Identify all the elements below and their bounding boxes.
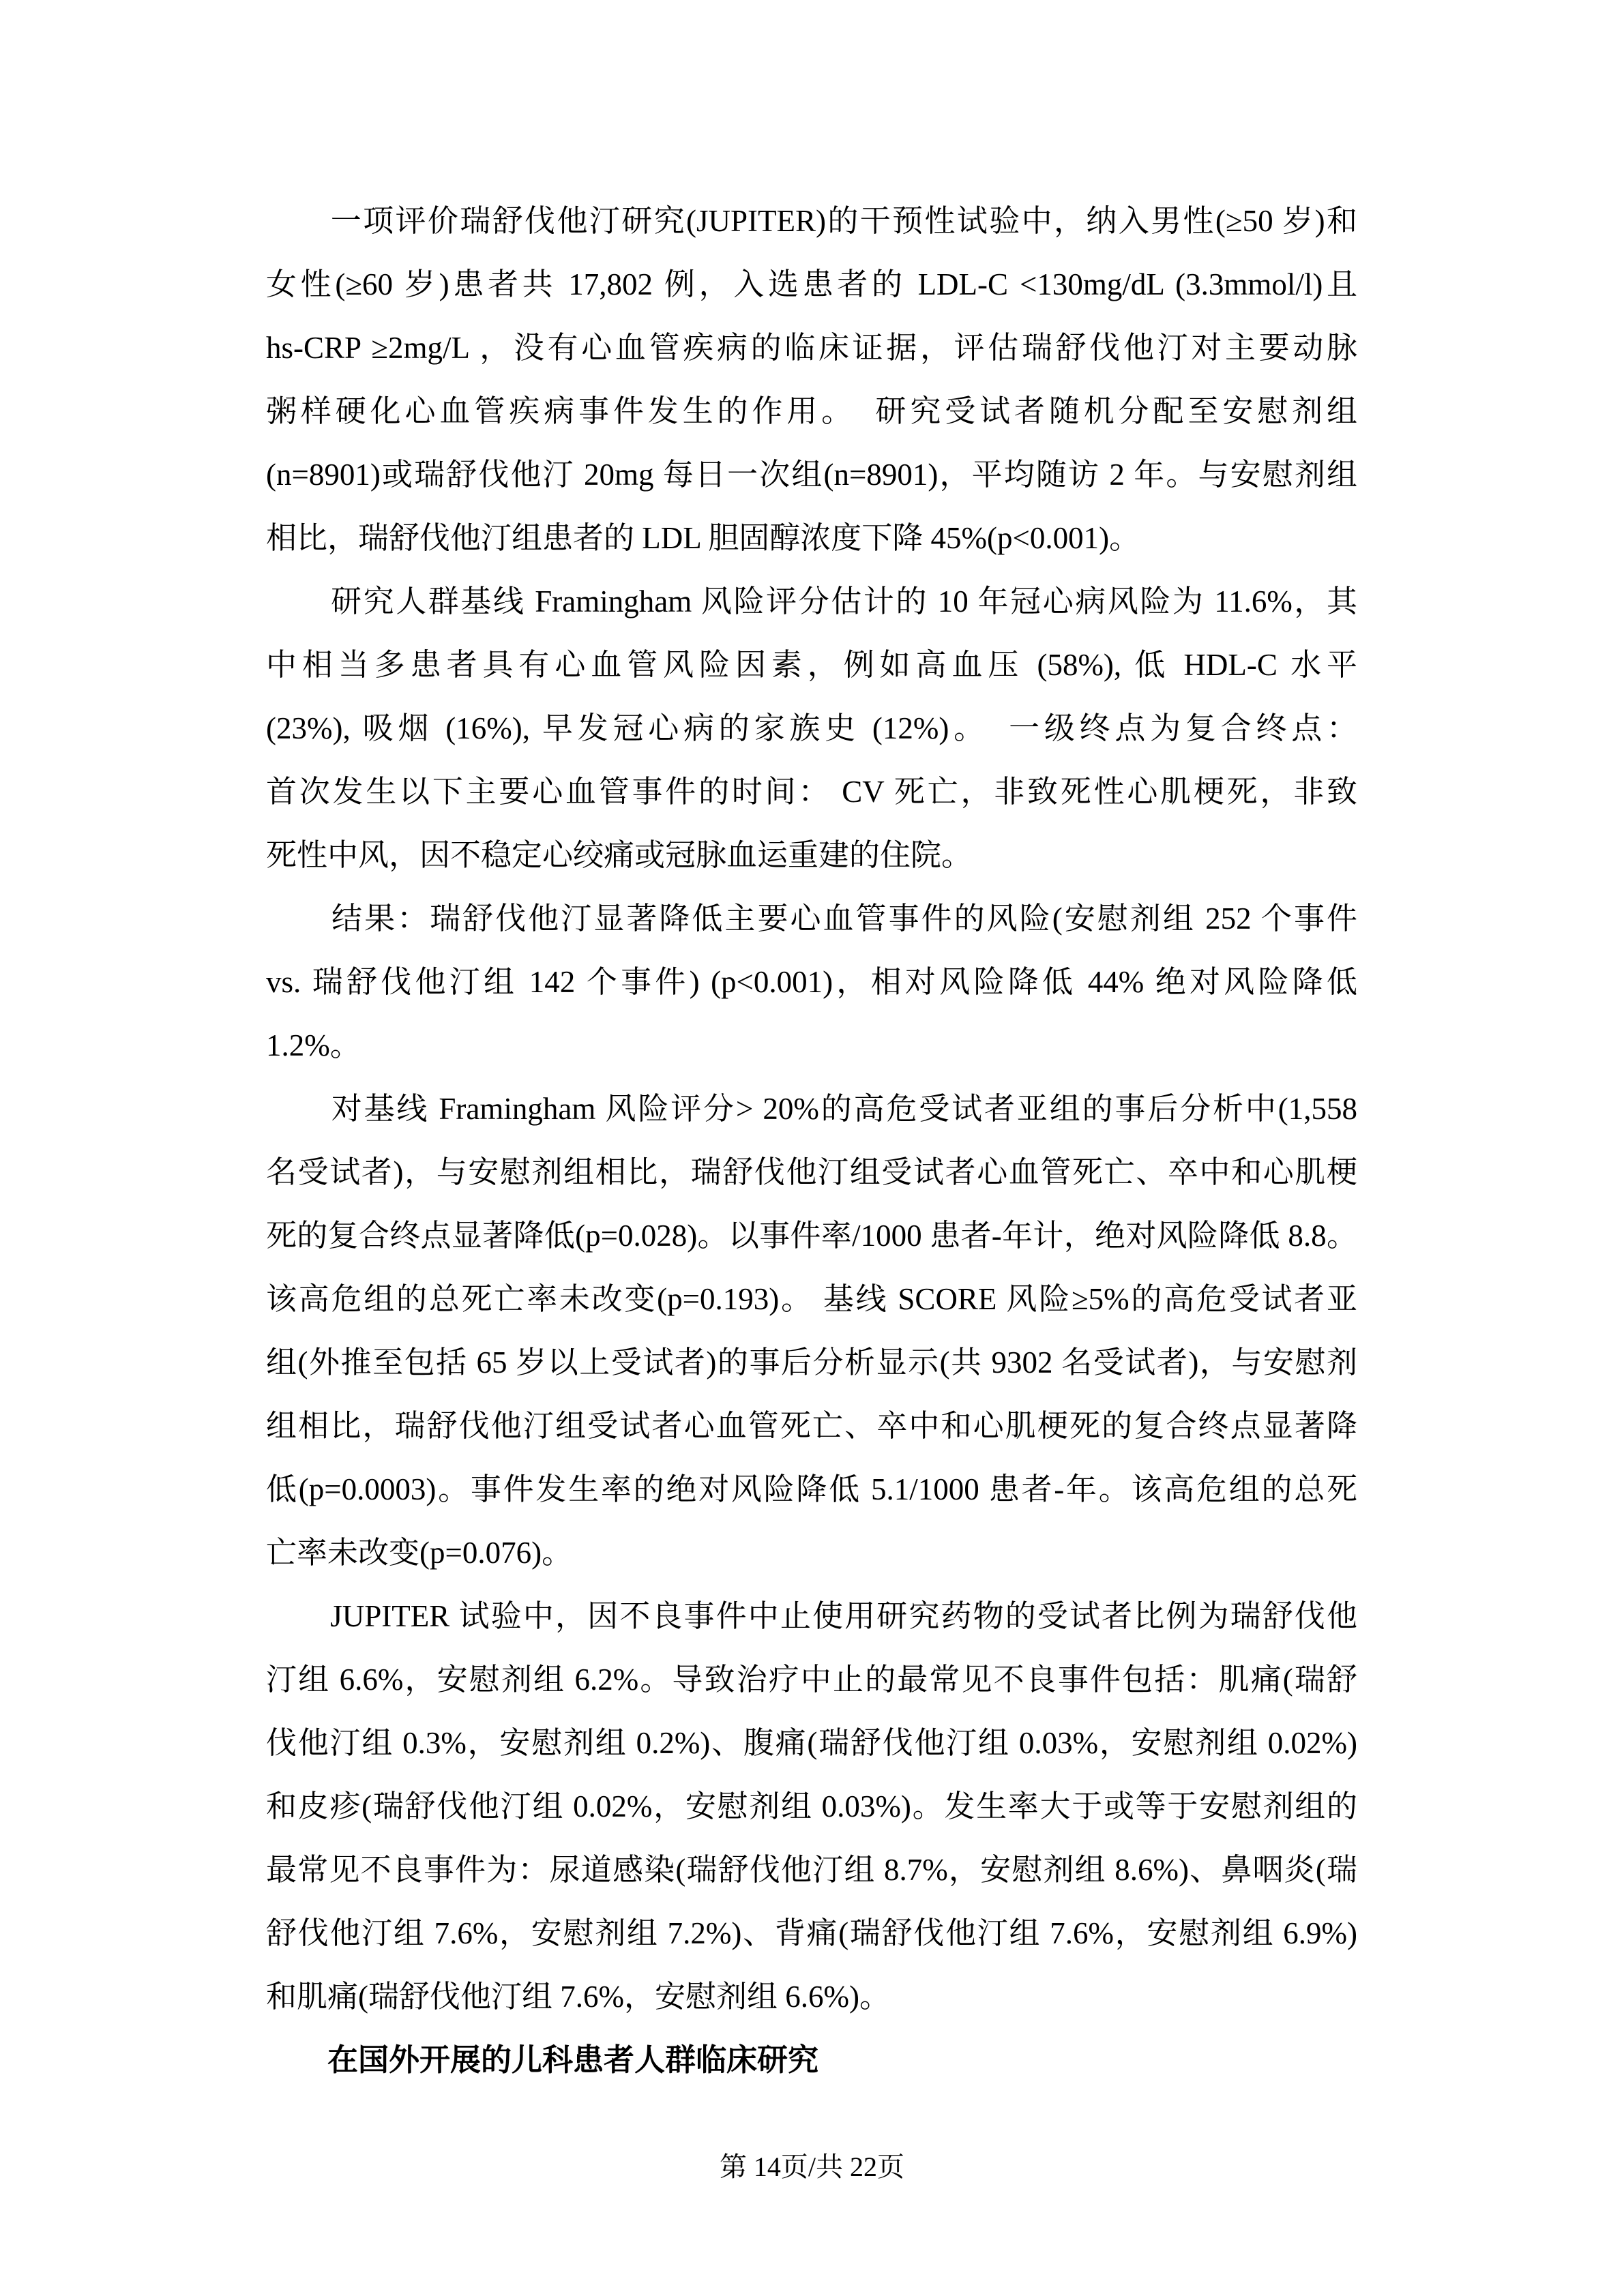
text-line: 低(p=0.0003)。事件发生率的绝对风险降低 5.1/1000 患者-年。该高危组的总死 [266, 1472, 1357, 1506]
text-line: 相比，瑞舒伐他汀组患者的 LDL 胆固醇浓度下降 45%(p<0.001)。 [266, 521, 1140, 555]
page-footer: 第 14页/共 22页 [719, 2151, 905, 2182]
text-line: 伐他汀组 0.3%，安慰剂组 0.2%)、腹痛(瑞舒伐他汀组 0.03%，安慰剂组 0.02%) [266, 1726, 1357, 1760]
text-line: (23%), 吸烟 (16%), 早发冠心病的家族史 (12%)。 一级终点为复合终点： [266, 711, 1357, 745]
text-line: 最常见不良事件为：尿道感染(瑞舒伐他汀组 8.7%，安慰剂组 8.6%)、鼻咽炎(瑞 [266, 1853, 1357, 1887]
text-line: 汀组 6.6%，安慰剂组 6.2%。导致治疗中止的最常见不良事件包括：肌痛(瑞舒 [266, 1663, 1357, 1697]
text-line: 女性(≥60 岁)患者共 17,802 例，入选患者的 LDL-C <130mg/dL (3.3mmol/l)且 [266, 267, 1357, 301]
text-line: 和皮疹(瑞舒伐他汀组 0.02%，安慰剂组 0.03%)。发生率大于或等于安慰剂组的 [266, 1789, 1357, 1823]
text-line: 研究人群基线 Framingham 风险评分估计的 10 年冠心病风险为 11.6%，其 [266, 584, 1357, 618]
text-line: 舒伐他汀组 7.6%，安慰剂组 7.2%)、背痛(瑞舒伐他汀组 7.6%，安慰剂组 6.9%) [266, 1916, 1357, 1950]
text-line: 死的复合终点显著降低(p=0.028)。以事件率/1000 患者-年计，绝对风险降低 8.8。 [266, 1219, 1357, 1253]
text-line: 首次发生以下主要心血管事件的时间： CV 死亡，非致死性心肌梗死，非致 [266, 775, 1357, 809]
text-line: 结果：瑞舒伐他汀显著降低主要心血管事件的风险(安慰剂组 252 个事件 [266, 901, 1357, 936]
text-line: 1.2%。 [266, 1028, 361, 1062]
text-line: 组相比，瑞舒伐他汀组受试者心血管死亡、卒中和心肌梗死的复合终点显著降 [266, 1409, 1357, 1443]
text-line: 该高危组的总死亡率未改变(p=0.193)。 基线 SCORE 风险≥5%的高危受试者亚 [266, 1282, 1357, 1316]
text-line: vs. 瑞舒伐他汀组 142 个事件) (p<0.001)，相对风险降低 44% 绝对风险降低 [266, 965, 1357, 999]
text-line: 名受试者)，与安慰剂组相比，瑞舒伐他汀组受试者心血管死亡、卒中和心肌梗 [266, 1155, 1357, 1189]
text-line: 粥样硬化心血管疾病事件发生的作用。 研究受试者随机分配至安慰剂组 [266, 394, 1357, 428]
text-line: hs-CRP ≥2mg/L ，没有心血管疾病的临床证据，评估瑞舒伐他汀对主要动脉 [266, 331, 1357, 365]
document-body [266, 190, 1357, 2092]
text-line: 亡率未改变(p=0.076)。 [266, 1536, 573, 1570]
text-line: 中相当多患者具有心血管风险因素，例如高血压 (58%), 低 HDL-C 水平 [266, 648, 1357, 682]
text-line: 对基线 Framingham 风险评分> 20%的高危受试者亚组的事后分析中(1,558 [266, 1092, 1357, 1126]
text-line: 死性中风，因不稳定心绞痛或冠脉血运重建的住院。 [266, 838, 973, 872]
text-line: 组(外推至包括 65 岁以上受试者)的事后分析显示(共 9302 名受试者)，与安慰剂 [266, 1345, 1357, 1380]
text-line: (n=8901)或瑞舒伐他汀 20mg 每日一次组(n=8901)，平均随访 2 年。与安慰剂组 [266, 458, 1357, 492]
text-line: JUPITER 试验中，因不良事件中止使用研究药物的受试者比例为瑞舒伐他 [266, 1599, 1357, 1633]
section-heading: 在国外开展的儿科患者人群临床研究 [266, 2043, 819, 2077]
text-line: 和肌痛(瑞舒伐他汀组 7.6%，安慰剂组 6.6%)。 [266, 1980, 890, 2014]
text-line: 一项评价瑞舒伐他汀研究(JUPITER)的干预性试验中，纳入男性(≥50 岁)和 [266, 204, 1357, 238]
